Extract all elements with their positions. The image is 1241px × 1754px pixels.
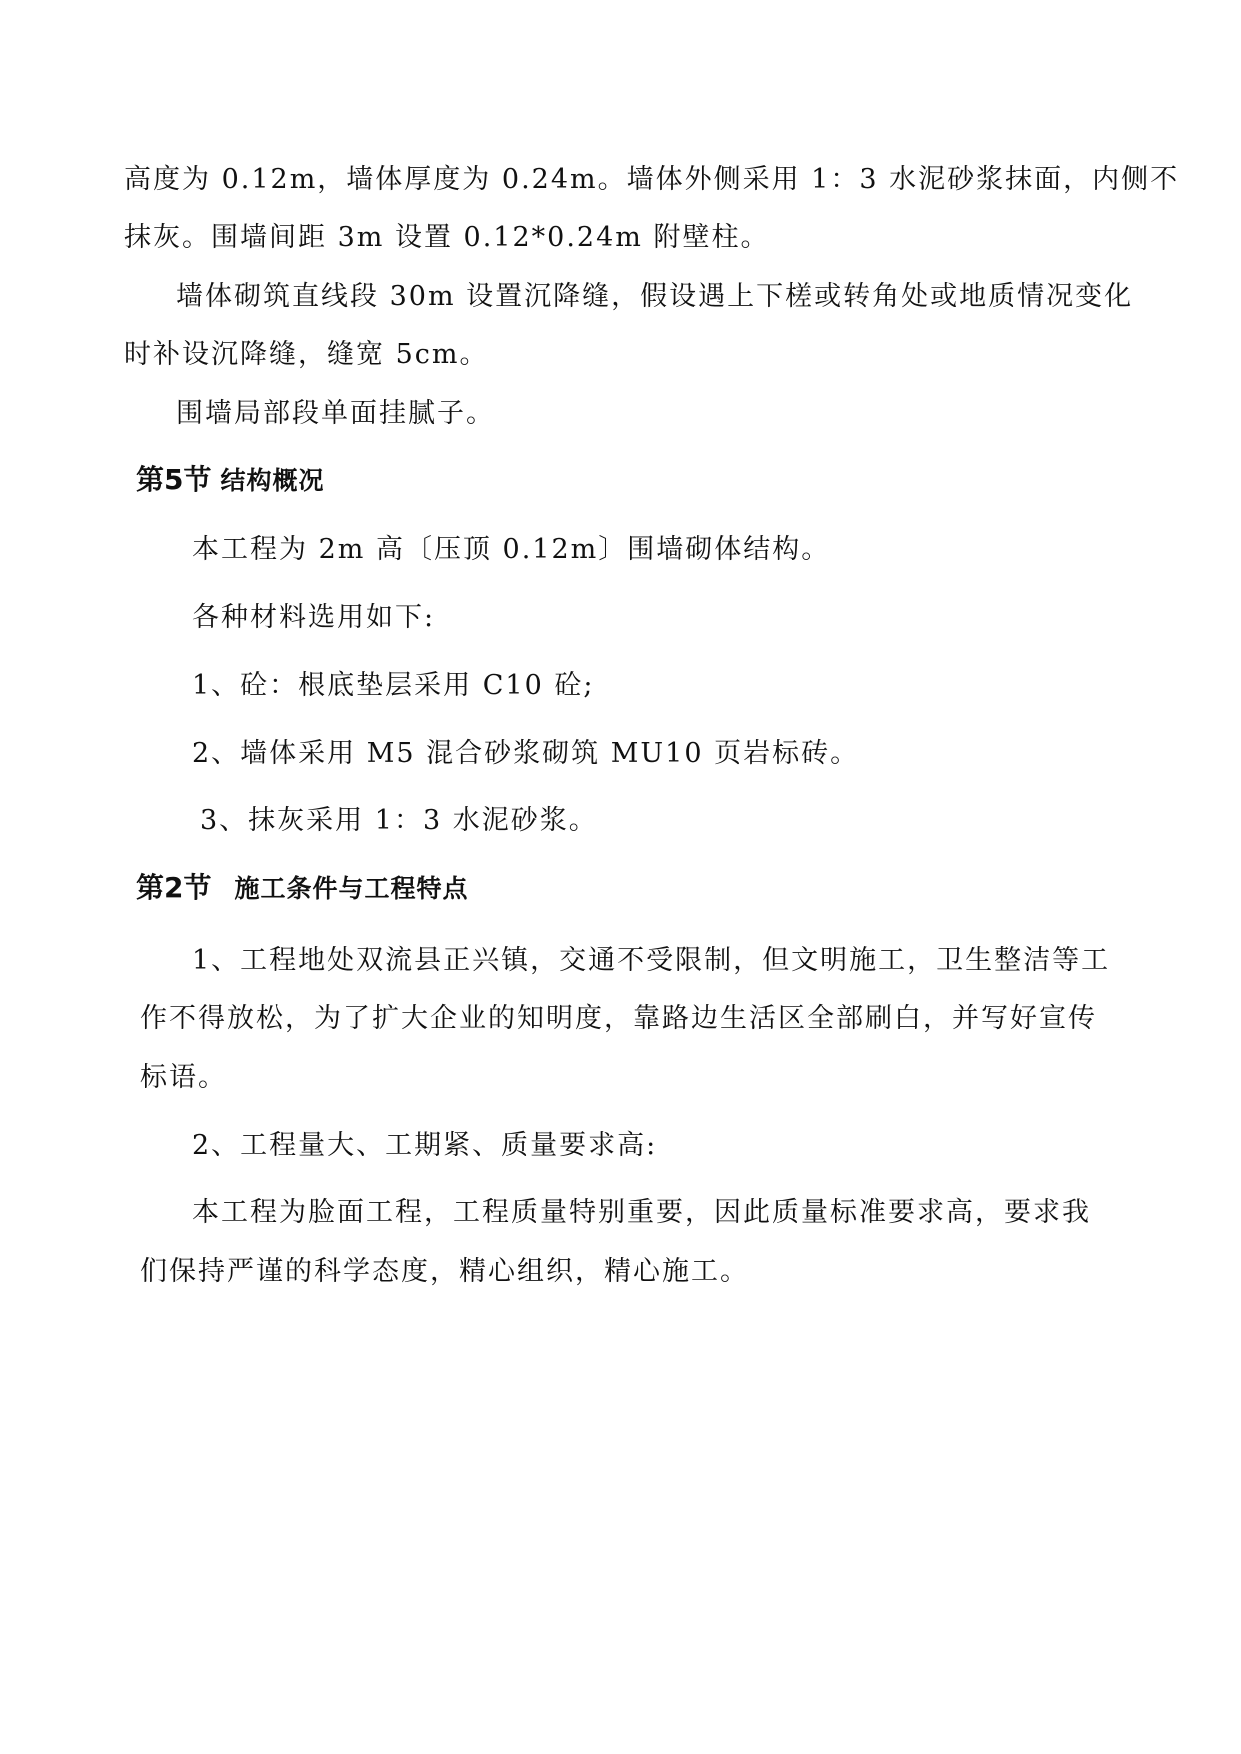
body-text-line: 围墙局部段单面挂腻子。	[176, 398, 495, 429]
section-heading-conditions	[136, 870, 469, 907]
section-heading-structure	[136, 462, 325, 499]
section-number: 第5节	[136, 463, 212, 496]
body-text-line: 高度为 0.12m，墙体厚度为 0.24m。墙体外侧采用 1：3 水泥砂浆抹面，内侧不	[124, 164, 1180, 195]
list-item: 2、墙体采用 M5 混合砂浆砌筑 MU10 页岩标砖。	[192, 738, 860, 769]
body-text-line: 时补设沉降缝，缝宽 5cm。	[124, 339, 489, 370]
list-item: 3、抹灰采用 1：3 水泥砂浆。	[200, 805, 598, 836]
body-text-line: 们保持严谨的科学态度，精心组织，精心施工。	[140, 1256, 749, 1287]
body-text-line: 标语。	[140, 1062, 227, 1093]
body-text-line: 2、工程量大、工期紧、质量要求高:	[192, 1130, 658, 1161]
body-text-line: 本工程为脸面工程，工程质量特别重要，因此质量标准要求高，要求我	[192, 1197, 1091, 1228]
section-number: 第2节	[136, 871, 212, 904]
body-text-line: 抹灰。围墙间距 3m 设置 0.12*0.24m 附壁柱。	[124, 222, 770, 253]
body-text-line: 作不得放松，为了扩大企业的知明度，靠路边生活区全部刷白，并写好宣传	[140, 1003, 1097, 1034]
section-title: 结构概况	[220, 466, 325, 495]
section-title: 施工条件与工程特点	[234, 874, 469, 903]
list-item: 1、砼：根底垫层采用 C10 砼;	[192, 670, 595, 701]
body-text-line: 本工程为 2m 高〔压顶 0.12m〕围墙砌体结构。	[192, 534, 831, 565]
body-text-line: 墙体砌筑直线段 30m 设置沉降缝，假设遇上下槎或转角处或地质情况变化	[176, 281, 1134, 312]
body-text-line: 各种材料选用如下:	[192, 602, 436, 633]
body-text-line: 1、工程地处双流县正兴镇，交通不受限制，但文明施工，卫生整洁等工	[192, 945, 1111, 976]
